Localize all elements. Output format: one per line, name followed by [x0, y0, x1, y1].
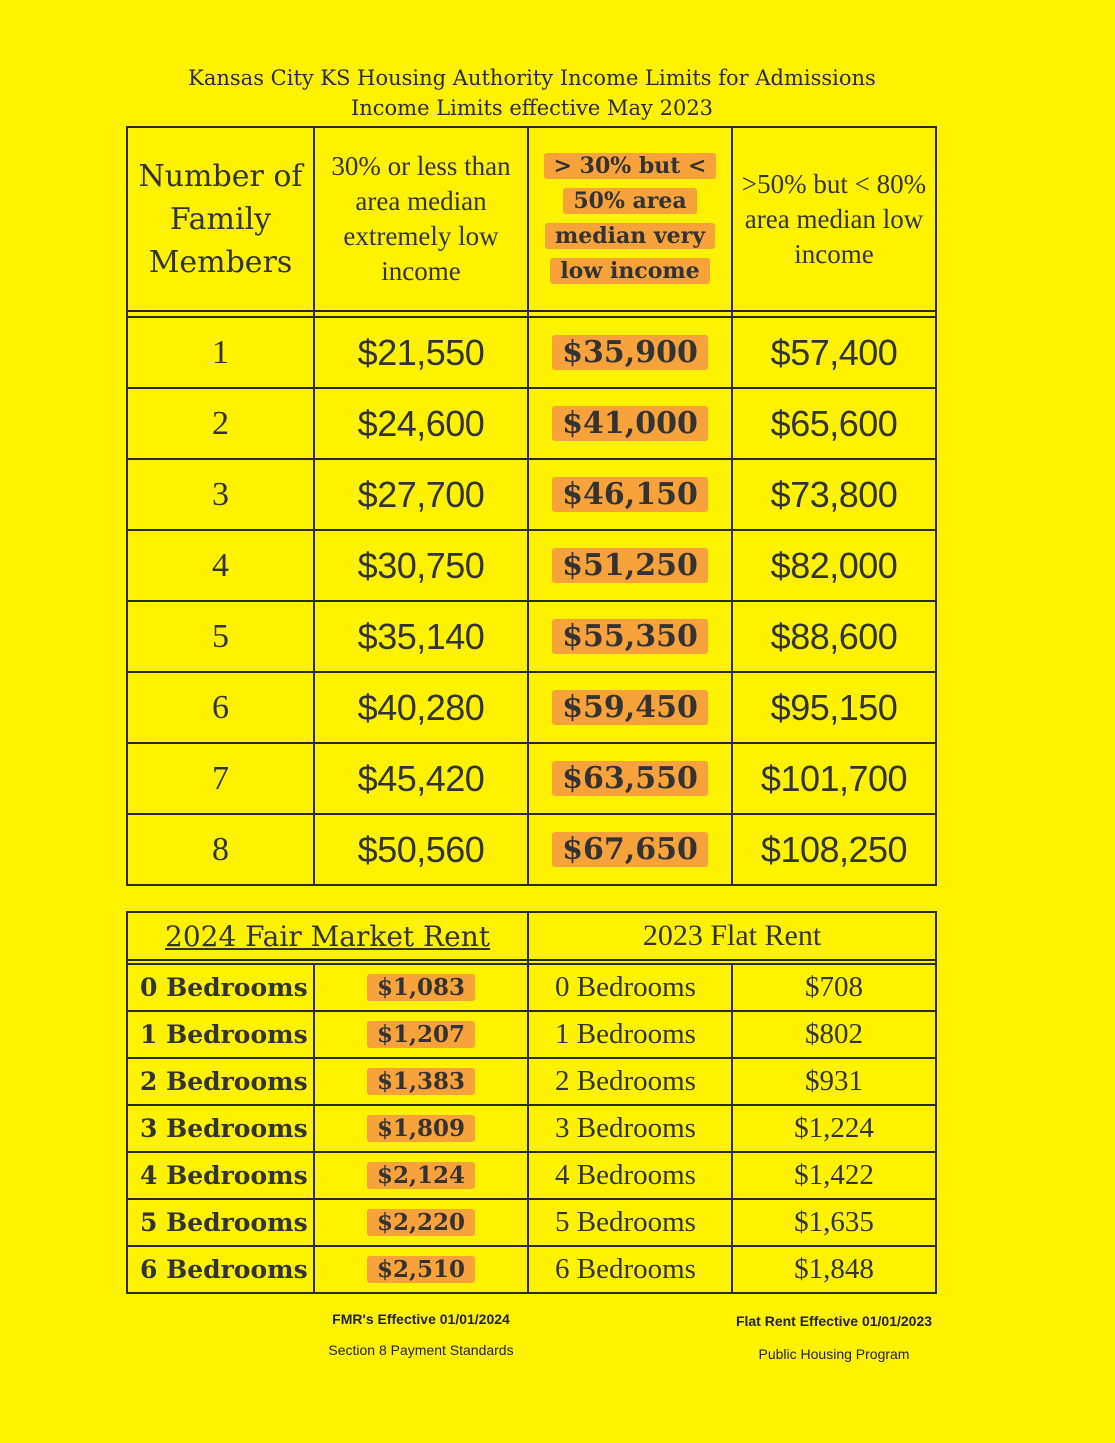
income-row: [127, 672, 936, 743]
extremely-low-income-cell: $30,750: [314, 530, 528, 601]
flat-rent-header: 2023 Flat Rent: [528, 912, 936, 960]
low-income-cell: $65,600: [732, 388, 936, 459]
rent-header-row: [127, 912, 936, 960]
extremely-low-income-cell: $40,280: [314, 672, 528, 743]
fmr-effective-note: FMR's Effective 01/01/2024: [332, 1311, 510, 1327]
extremely-low-income-cell: $24,600: [314, 388, 528, 459]
flat-value-cell: $708: [732, 964, 936, 1011]
very-low-income-cell: [528, 459, 732, 530]
rent-row: [127, 1011, 936, 1058]
income-row: [127, 317, 936, 388]
flat-bedrooms-cell: 3 Bedrooms: [528, 1105, 732, 1152]
low-income-cell: $73,800: [732, 459, 936, 530]
very-low-income-cell: [528, 601, 732, 672]
fmr-value-cell: [314, 1105, 528, 1152]
fmr-bedrooms-cell: 3 Bedrooms: [127, 1105, 314, 1152]
family-members-cell: 2: [127, 388, 314, 459]
flat-bedrooms-cell: 1 Bedrooms: [528, 1011, 732, 1058]
rent-table: [126, 911, 937, 1294]
family-members-cell: 3: [127, 459, 314, 530]
rent-row: [127, 1199, 936, 1246]
income-row: [127, 814, 936, 885]
rent-row: [127, 964, 936, 1011]
very-low-income-cell: [528, 317, 732, 388]
fmr-value-highlight: $1,809: [367, 1115, 475, 1142]
header-very-low-highlight: > 30% but < 50% area median very low income: [544, 153, 717, 284]
family-members-cell: 6: [127, 672, 314, 743]
flat-value-cell: $1,635: [732, 1199, 936, 1246]
flat-bedrooms-cell: 5 Bedrooms: [528, 1199, 732, 1246]
very-low-income-cell: [528, 530, 732, 601]
fmr-value-highlight: $2,220: [367, 1209, 475, 1236]
very-low-income-highlight: $67,650: [552, 832, 708, 867]
family-members-cell: 5: [127, 601, 314, 672]
very-low-income-cell: [528, 814, 732, 885]
rent-row: [127, 1105, 936, 1152]
page-subtitle: Income Limits effective May 2023: [350, 96, 714, 120]
income-limits-table: [126, 126, 937, 886]
fmr-bedrooms-cell: 5 Bedrooms: [127, 1199, 314, 1246]
fmr-value-cell: [314, 964, 528, 1011]
flat-rent-effective-note: Flat Rent Effective 01/01/2023: [735, 1313, 933, 1329]
income-row: [127, 530, 936, 601]
fmr-bedrooms-cell: 4 Bedrooms: [127, 1152, 314, 1199]
flat-value-cell: $931: [732, 1058, 936, 1105]
flat-value-cell: $1,848: [732, 1246, 936, 1293]
family-members-cell: 8: [127, 814, 314, 885]
very-low-income-highlight: $46,150: [552, 477, 708, 512]
flat-value-cell: $1,224: [732, 1105, 936, 1152]
fair-market-rent-header: [127, 912, 528, 960]
rent-row: [127, 1246, 936, 1293]
very-low-income-highlight: $55,350: [552, 619, 708, 654]
flat-value-cell: $802: [732, 1011, 936, 1058]
very-low-income-cell: [528, 672, 732, 743]
fmr-value-cell: [314, 1152, 528, 1199]
extremely-low-income-cell: $35,140: [314, 601, 528, 672]
income-row: [127, 459, 936, 530]
fmr-bedrooms-cell: 1 Bedrooms: [127, 1011, 314, 1058]
income-header-row: [127, 127, 936, 311]
flat-value-cell: $1,422: [732, 1152, 936, 1199]
fair-market-rent-header-text: 2024 Fair Market Rent: [165, 919, 490, 953]
header-very-low: [528, 127, 732, 311]
flat-bedrooms-cell: 6 Bedrooms: [528, 1246, 732, 1293]
extremely-low-income-cell: $50,560: [314, 814, 528, 885]
flat-rent-program-note: Public Housing Program: [758, 1346, 910, 1362]
low-income-cell: $108,250: [732, 814, 936, 885]
very-low-income-highlight: $51,250: [552, 548, 708, 583]
income-row: [127, 743, 936, 814]
fmr-value-highlight: $1,083: [367, 974, 475, 1001]
family-members-cell: 1: [127, 317, 314, 388]
low-income-cell: $82,000: [732, 530, 936, 601]
fmr-value-highlight: $1,383: [367, 1068, 475, 1095]
low-income-cell: $101,700: [732, 743, 936, 814]
fmr-value-cell: [314, 1011, 528, 1058]
header-extremely-low: 30% or less than area median extremely low income: [314, 127, 528, 311]
income-row: [127, 388, 936, 459]
fmr-program-note: Section 8 Payment Standards: [328, 1342, 514, 1358]
flat-bedrooms-cell: 0 Bedrooms: [528, 964, 732, 1011]
very-low-income-highlight: $41,000: [552, 406, 708, 441]
flat-bedrooms-cell: 4 Bedrooms: [528, 1152, 732, 1199]
fmr-bedrooms-cell: 6 Bedrooms: [127, 1246, 314, 1293]
family-members-cell: 7: [127, 743, 314, 814]
very-low-income-highlight: $59,450: [552, 690, 708, 725]
flat-bedrooms-cell: 2 Bedrooms: [528, 1058, 732, 1105]
extremely-low-income-cell: $27,700: [314, 459, 528, 530]
low-income-cell: $88,600: [732, 601, 936, 672]
fmr-value-cell: [314, 1246, 528, 1293]
very-low-income-highlight: $63,550: [552, 761, 708, 796]
header-low: >50% but < 80% area median low income: [732, 127, 936, 311]
fmr-value-highlight: $1,207: [367, 1021, 475, 1048]
fmr-value-cell: [314, 1199, 528, 1246]
family-members-cell: 4: [127, 530, 314, 601]
fmr-bedrooms-cell: 2 Bedrooms: [127, 1058, 314, 1105]
fmr-value-highlight: $2,124: [367, 1162, 475, 1189]
very-low-income-cell: [528, 743, 732, 814]
extremely-low-income-cell: $45,420: [314, 743, 528, 814]
fmr-bedrooms-cell: 0 Bedrooms: [127, 964, 314, 1011]
low-income-cell: $57,400: [732, 317, 936, 388]
header-family-members: Number of Family Members: [127, 127, 314, 311]
extremely-low-income-cell: $21,550: [314, 317, 528, 388]
rent-row: [127, 1152, 936, 1199]
very-low-income-cell: [528, 388, 732, 459]
page-title: Kansas City KS Housing Authority Income Limits for Admissions: [188, 66, 876, 90]
income-row: [127, 601, 936, 672]
rent-row: [127, 1058, 936, 1105]
fmr-value-cell: [314, 1058, 528, 1105]
very-low-income-highlight: $35,900: [552, 335, 708, 370]
low-income-cell: $95,150: [732, 672, 936, 743]
fmr-value-highlight: $2,510: [367, 1256, 475, 1283]
